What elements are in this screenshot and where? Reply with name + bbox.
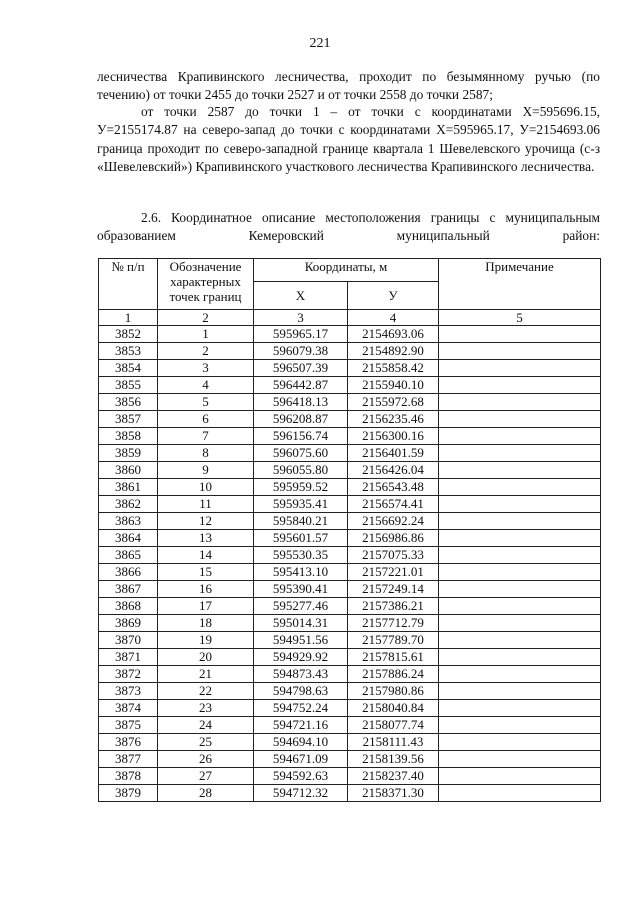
- header-number: № п/п: [99, 259, 158, 310]
- x-coordinate-cell: 596075.60: [254, 445, 348, 462]
- y-coordinate-cell: 2157980.86: [348, 683, 439, 700]
- y-coordinate-cell: 2157886.24: [348, 666, 439, 683]
- note-cell: [439, 411, 601, 428]
- x-coordinate-cell: 595965.17: [254, 326, 348, 343]
- header-note: Примечание: [439, 259, 601, 310]
- row-number-cell: 3852: [99, 326, 158, 343]
- y-coordinate-cell: 2158237.40: [348, 768, 439, 785]
- point-id-cell: 1: [158, 326, 254, 343]
- row-number-cell: 3859: [99, 445, 158, 462]
- point-id-cell: 22: [158, 683, 254, 700]
- y-coordinate-cell: 2157815.61: [348, 649, 439, 666]
- row-number-cell: 3872: [99, 666, 158, 683]
- header-x: Х: [254, 282, 348, 310]
- x-coordinate-cell: 595530.35: [254, 547, 348, 564]
- x-coordinate-cell: 594873.43: [254, 666, 348, 683]
- point-id-cell: 6: [158, 411, 254, 428]
- note-cell: [439, 479, 601, 496]
- table-row: [99, 360, 601, 377]
- point-id-cell: 19: [158, 632, 254, 649]
- table-row: [99, 428, 601, 445]
- x-coordinate-cell: 595601.57: [254, 530, 348, 547]
- note-cell: [439, 700, 601, 717]
- column-number: 5: [439, 310, 601, 326]
- note-cell: [439, 683, 601, 700]
- table-row: [99, 666, 601, 683]
- table-row: [99, 700, 601, 717]
- point-id-cell: 14: [158, 547, 254, 564]
- point-id-cell: 7: [158, 428, 254, 445]
- x-coordinate-cell: 594951.56: [254, 632, 348, 649]
- row-number-cell: 3853: [99, 343, 158, 360]
- row-number-cell: 3873: [99, 683, 158, 700]
- y-coordinate-cell: 2156300.16: [348, 428, 439, 445]
- column-number: 3: [254, 310, 348, 326]
- point-id-cell: 15: [158, 564, 254, 581]
- point-id-cell: 20: [158, 649, 254, 666]
- x-coordinate-cell: 596507.39: [254, 360, 348, 377]
- column-number-row: [99, 310, 601, 326]
- section-heading: [97, 209, 600, 246]
- x-coordinate-cell: 594592.63: [254, 768, 348, 785]
- point-id-cell: 28: [158, 785, 254, 802]
- y-coordinate-cell: 2157789.70: [348, 632, 439, 649]
- y-coordinate-cell: 2156426.04: [348, 462, 439, 479]
- point-id-cell: 2: [158, 343, 254, 360]
- x-coordinate-cell: 596208.87: [254, 411, 348, 428]
- y-coordinate-cell: 2155972.68: [348, 394, 439, 411]
- point-id-cell: 23: [158, 700, 254, 717]
- column-number: 2: [158, 310, 254, 326]
- paragraph-point-description: [97, 103, 600, 177]
- table-row: [99, 462, 601, 479]
- x-coordinate-cell: 596055.80: [254, 462, 348, 479]
- table-row: [99, 734, 601, 751]
- x-coordinate-cell: 595935.41: [254, 496, 348, 513]
- table-row: [99, 530, 601, 547]
- row-number-cell: 3868: [99, 598, 158, 615]
- x-coordinate-cell: 594721.16: [254, 717, 348, 734]
- note-cell: [439, 615, 601, 632]
- note-cell: [439, 734, 601, 751]
- row-number-cell: 3861: [99, 479, 158, 496]
- note-cell: [439, 445, 601, 462]
- note-cell: [439, 343, 601, 360]
- x-coordinate-cell: 594929.92: [254, 649, 348, 666]
- row-number-cell: 3864: [99, 530, 158, 547]
- y-coordinate-cell: 2157221.01: [348, 564, 439, 581]
- table-row: [99, 445, 601, 462]
- note-cell: [439, 360, 601, 377]
- y-coordinate-cell: 2155940.10: [348, 377, 439, 394]
- table-row: [99, 768, 601, 785]
- x-coordinate-cell: 596418.13: [254, 394, 348, 411]
- y-coordinate-cell: 2156692.24: [348, 513, 439, 530]
- point-id-cell: 13: [158, 530, 254, 547]
- x-coordinate-cell: 594752.24: [254, 700, 348, 717]
- row-number-cell: 3855: [99, 377, 158, 394]
- y-coordinate-cell: 2158371.30: [348, 785, 439, 802]
- y-coordinate-cell: 2158040.84: [348, 700, 439, 717]
- note-cell: [439, 530, 601, 547]
- row-number-cell: 3854: [99, 360, 158, 377]
- y-coordinate-cell: 2155858.42: [348, 360, 439, 377]
- x-coordinate-cell: 595959.52: [254, 479, 348, 496]
- y-coordinate-cell: 2157075.33: [348, 547, 439, 564]
- table-row: [99, 598, 601, 615]
- note-cell: [439, 632, 601, 649]
- note-cell: [439, 564, 601, 581]
- table-row: [99, 343, 601, 360]
- coordinates-table: [98, 258, 601, 802]
- header-coordinates: Координаты, м: [254, 259, 439, 282]
- table-row: [99, 479, 601, 496]
- x-coordinate-cell: 595840.21: [254, 513, 348, 530]
- row-number-cell: 3865: [99, 547, 158, 564]
- point-id-cell: 3: [158, 360, 254, 377]
- y-coordinate-cell: 2156235.46: [348, 411, 439, 428]
- point-id-cell: 17: [158, 598, 254, 615]
- note-cell: [439, 785, 601, 802]
- x-coordinate-cell: 595413.10: [254, 564, 348, 581]
- x-coordinate-cell: 595277.46: [254, 598, 348, 615]
- point-id-cell: 9: [158, 462, 254, 479]
- page-number: 221: [309, 36, 331, 51]
- point-id-cell: 27: [158, 768, 254, 785]
- point-id-cell: 8: [158, 445, 254, 462]
- row-number-cell: 3856: [99, 394, 158, 411]
- row-number-cell: 3878: [99, 768, 158, 785]
- note-cell: [439, 377, 601, 394]
- y-coordinate-cell: 2158139.56: [348, 751, 439, 768]
- table-row: [99, 496, 601, 513]
- point-id-cell: 11: [158, 496, 254, 513]
- table-row: [99, 547, 601, 564]
- section-heading-text: 2.6. Координатное описание местоположения границы с муниципальным образованием Кемеровский муниципальный район:: [97, 210, 600, 244]
- x-coordinate-cell: 596442.87: [254, 377, 348, 394]
- point-id-cell: 4: [158, 377, 254, 394]
- point-id-cell: 5: [158, 394, 254, 411]
- y-coordinate-cell: 2157386.21: [348, 598, 439, 615]
- x-coordinate-cell: 594798.63: [254, 683, 348, 700]
- row-number-cell: 3876: [99, 734, 158, 751]
- header-designation: Обозначение характерных точек границ: [158, 259, 254, 310]
- column-number: 1: [99, 310, 158, 326]
- x-coordinate-cell: 594694.10: [254, 734, 348, 751]
- note-cell: [439, 326, 601, 343]
- x-coordinate-cell: 596156.74: [254, 428, 348, 445]
- table-body: [99, 310, 601, 802]
- row-number-cell: 3875: [99, 717, 158, 734]
- paragraph-forest-boundary: лесничества Крапивинского лесничества, проходит по безымянному ручью (по течению) от точки 2455 до точки 2527 и от точки 2558 до точки 2587;: [97, 69, 600, 103]
- point-id-cell: 26: [158, 751, 254, 768]
- point-id-cell: 24: [158, 717, 254, 734]
- note-cell: [439, 428, 601, 445]
- column-number: 4: [348, 310, 439, 326]
- row-number-cell: 3869: [99, 615, 158, 632]
- row-number-cell: 3862: [99, 496, 158, 513]
- table-row: [99, 649, 601, 666]
- header-y: У: [348, 282, 439, 310]
- x-coordinate-cell: 594671.09: [254, 751, 348, 768]
- point-id-cell: 25: [158, 734, 254, 751]
- table-row: [99, 377, 601, 394]
- table-row: [99, 513, 601, 530]
- row-number-cell: 3857: [99, 411, 158, 428]
- row-number-cell: 3867: [99, 581, 158, 598]
- note-cell: [439, 547, 601, 564]
- note-cell: [439, 649, 601, 666]
- y-coordinate-cell: 2156986.86: [348, 530, 439, 547]
- note-cell: [439, 768, 601, 785]
- row-number-cell: 3871: [99, 649, 158, 666]
- table-row: [99, 564, 601, 581]
- row-number-cell: 3874: [99, 700, 158, 717]
- point-id-cell: 10: [158, 479, 254, 496]
- note-cell: [439, 666, 601, 683]
- row-number-cell: 3860: [99, 462, 158, 479]
- row-number-cell: 3863: [99, 513, 158, 530]
- table-row: [99, 326, 601, 343]
- note-cell: [439, 513, 601, 530]
- table-row: [99, 717, 601, 734]
- x-coordinate-cell: 595014.31: [254, 615, 348, 632]
- y-coordinate-cell: 2157249.14: [348, 581, 439, 598]
- y-coordinate-cell: 2156574.41: [348, 496, 439, 513]
- y-coordinate-cell: 2158111.43: [348, 734, 439, 751]
- y-coordinate-cell: 2154892.90: [348, 343, 439, 360]
- y-coordinate-cell: 2158077.74: [348, 717, 439, 734]
- table-row: [99, 785, 601, 802]
- table-row: [99, 615, 601, 632]
- paragraph-point-description-text: от точки 2587 до точки 1 – от точки с координатами Х=595696.15, У=2155174.87 на северо-запад до точки с координатами Х=595965.17, У=2154693.06 граница проходит по северо-западной границе квартала 1 Шевелевского урочища (с-з «Шевелевский») Крапивинского участкового лесничества Крапивинского лесничества.: [97, 104, 600, 175]
- y-coordinate-cell: 2154693.06: [348, 326, 439, 343]
- row-number-cell: 3877: [99, 751, 158, 768]
- note-cell: [439, 598, 601, 615]
- point-id-cell: 18: [158, 615, 254, 632]
- row-number-cell: 3866: [99, 564, 158, 581]
- note-cell: [439, 496, 601, 513]
- x-coordinate-cell: 595390.41: [254, 581, 348, 598]
- x-coordinate-cell: 596079.38: [254, 343, 348, 360]
- table-row: [99, 683, 601, 700]
- y-coordinate-cell: 2156401.59: [348, 445, 439, 462]
- x-coordinate-cell: 594712.32: [254, 785, 348, 802]
- y-coordinate-cell: 2156543.48: [348, 479, 439, 496]
- note-cell: [439, 462, 601, 479]
- point-id-cell: 16: [158, 581, 254, 598]
- point-id-cell: 12: [158, 513, 254, 530]
- row-number-cell: 3870: [99, 632, 158, 649]
- note-cell: [439, 717, 601, 734]
- table-row: [99, 632, 601, 649]
- y-coordinate-cell: 2157712.79: [348, 615, 439, 632]
- table-row: [99, 411, 601, 428]
- table-row: [99, 394, 601, 411]
- table-row: [99, 751, 601, 768]
- point-id-cell: 21: [158, 666, 254, 683]
- row-number-cell: 3879: [99, 785, 158, 802]
- row-number-cell: 3858: [99, 428, 158, 445]
- note-cell: [439, 581, 601, 598]
- note-cell: [439, 751, 601, 768]
- table-row: [99, 581, 601, 598]
- note-cell: [439, 394, 601, 411]
